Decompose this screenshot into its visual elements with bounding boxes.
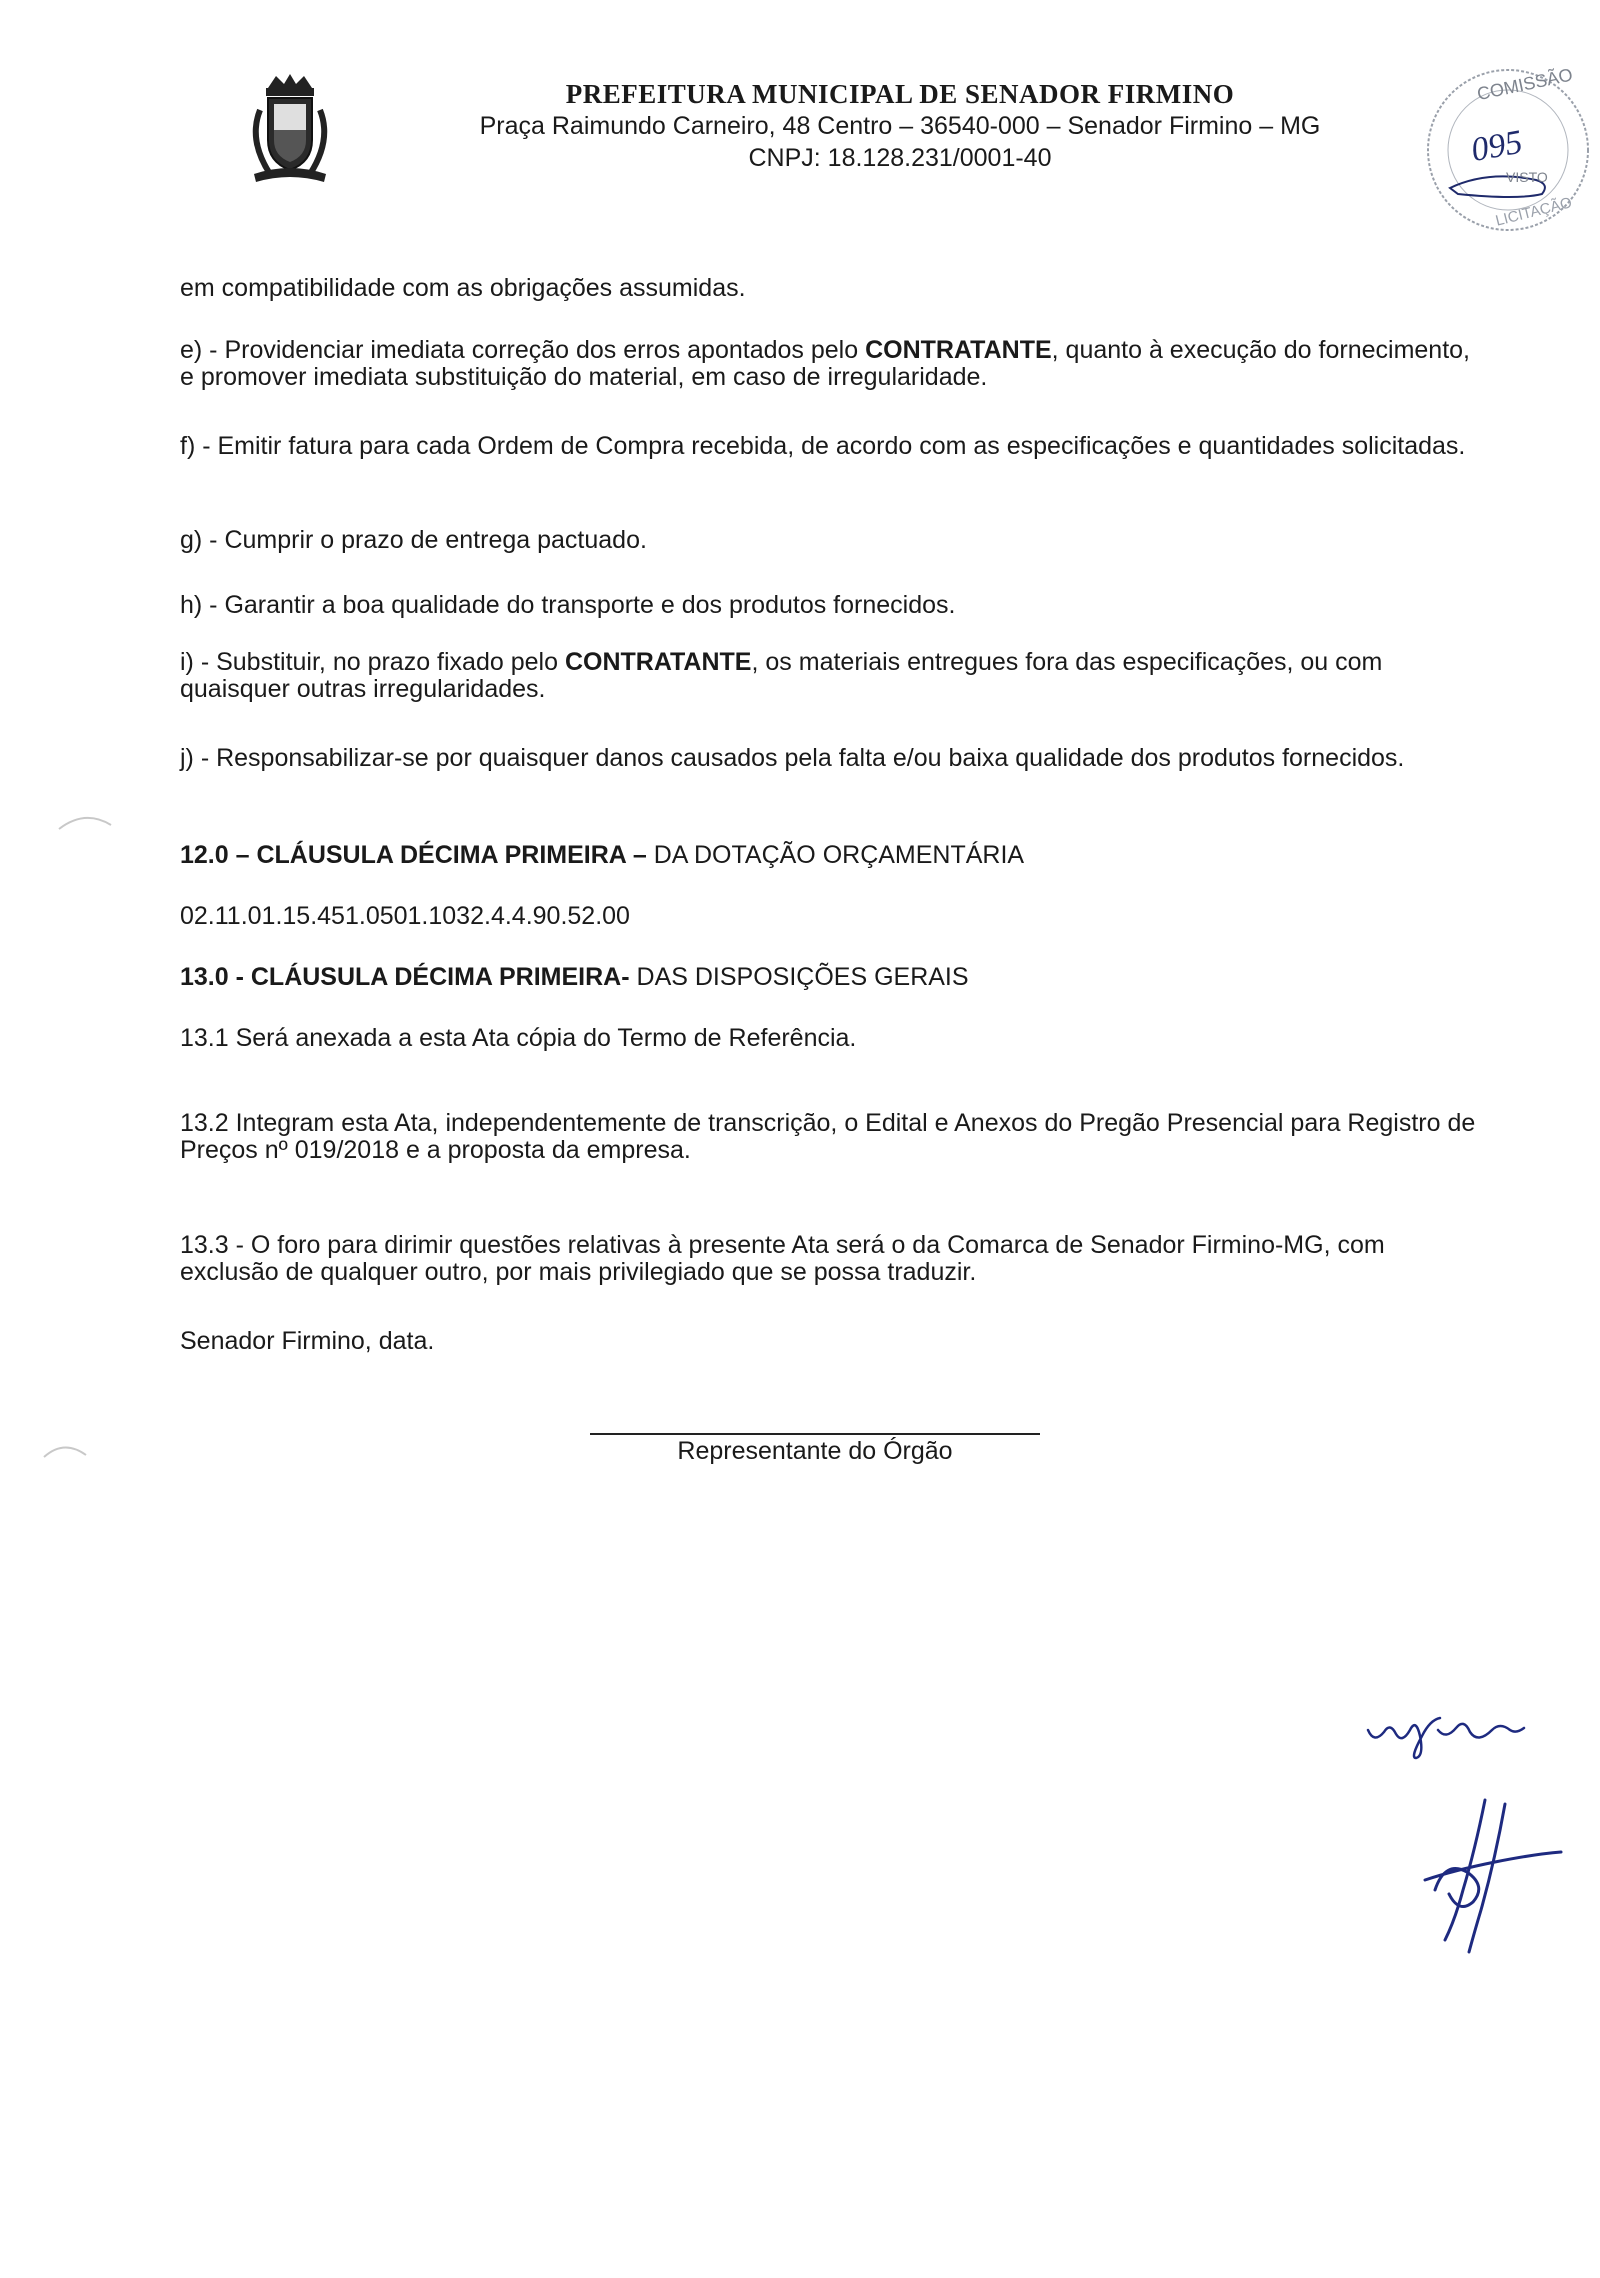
paragraph-e-text-2: , quanto à execução do fornecimento, e promover imediata substituição do material, em caso de irregularidade. <box>180 336 1470 391</box>
stamp-bottom-text: LICITAÇÃO <box>1493 194 1574 230</box>
paragraph-i-text-1: i) - Substituir, no prazo fixado pelo <box>180 648 565 676</box>
clause-13-3: 13.3 - O foro para dirimir questões relativas à presente Ata será o da Comarca de Senador Firmino-MG, com exclusão de qualquer outro, por mais privilegiado que se possa traduzir. <box>180 1231 1385 1286</box>
section-13-title: DAS DISPOSIÇÕES GERAIS <box>629 963 969 991</box>
paragraph-e-bold: CONTRATANTE <box>865 336 1052 364</box>
letterhead <box>400 78 1400 174</box>
commission-stamp <box>1418 60 1598 240</box>
clause-13-1: 13.1 Será anexada a esta Ata cópia do Termo de Referência. <box>180 1024 857 1052</box>
date-line: Senador Firmino, data. <box>180 1327 435 1355</box>
section-12-number: 12.0 – CLÁUSULA DÉCIMA PRIMEIRA – <box>180 841 647 869</box>
section-12-budget-code: 02.11.01.15.451.0501.1032.4.4.90.52.00 <box>180 902 630 930</box>
section-12-title: DA DOTAÇÃO ORÇAMENTÁRIA <box>646 841 1025 869</box>
municipal-crest-icon <box>240 70 340 190</box>
paragraph-i <box>180 649 1480 703</box>
paragraph-g: g) - Cumprir o prazo de entrega pactuado. <box>180 526 647 554</box>
stamp-visto-text: VISTO <box>1506 169 1548 185</box>
stamp-number: 095 <box>1468 123 1526 169</box>
letterhead-title: PREFEITURA MUNICIPAL DE SENADOR FIRMINO <box>565 79 1235 109</box>
scan-edge-mark-2 <box>40 1435 90 1465</box>
paragraph-i-bold: CONTRATANTE <box>564 648 752 676</box>
scan-edge-mark-1 <box>55 805 115 835</box>
handwritten-initials-2 <box>1415 1790 1565 1960</box>
paragraph-i-text-2: , os materiais entregues fora das especificações, ou com quaisquer outras irregularidades. <box>180 648 1383 703</box>
paragraph-f: f) - Emitir fatura para cada Ordem de Compra recebida, de acordo com as especificações e quantidades solicitadas. <box>180 432 1466 460</box>
section-12-heading <box>180 842 1480 869</box>
paragraph-e <box>180 337 1480 391</box>
paragraph-h: h) - Garantir a boa qualidade do transporte e dos produtos fornecidos. <box>180 591 956 619</box>
section-13-number: 13.0 - CLÁUSULA DÉCIMA PRIMEIRA- <box>180 963 630 991</box>
stamp-top-text: COMISSÃO <box>1475 64 1575 105</box>
signature-line <box>590 1433 1040 1435</box>
signature-label: Representante do Órgão <box>677 1437 953 1465</box>
clause-13-2: 13.2 Integram esta Ata, independentemente de transcrição, o Edital e Anexos do Pregão Presencial para Registro de Preços nº 019/2018 e a proposta da empresa. <box>180 1109 1476 1164</box>
section-13-heading <box>180 964 1480 991</box>
paragraph-j: j) - Responsabilizar-se por quaisquer danos causados pela falta e/ou baixa qualidade dos produtos fornecidos. <box>180 744 1405 772</box>
letterhead-address: Praça Raimundo Carneiro, 48 Centro – 36540-000 – Senador Firmino – MG <box>479 112 1321 140</box>
handwritten-initials-1 <box>1360 1700 1540 1760</box>
letterhead-cnpj: CNPJ: 18.128.231/0001-40 <box>748 144 1052 172</box>
paragraph-intro: em compatibilidade com as obrigações assumidas. <box>180 274 746 302</box>
paragraph-e-text-1: e) - Providenciar imediata correção dos erros apontados pelo <box>180 336 866 364</box>
